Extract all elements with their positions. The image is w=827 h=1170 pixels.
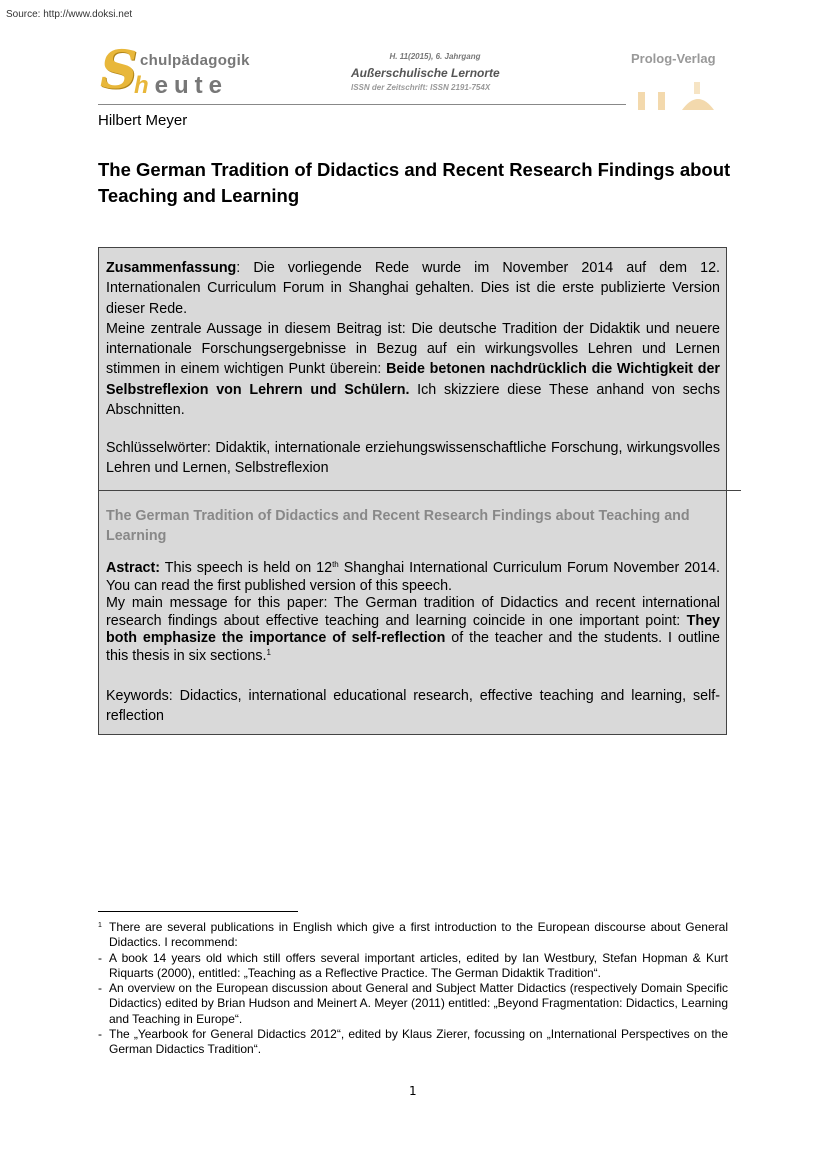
logo-letter: S (100, 40, 138, 101)
source-url: Source: http://www.doksi.net (6, 9, 133, 20)
footnote-item: - The „Yearbook for General Didactics 2012“, edited by Klaus Zierer, focussing on „International Perspectives on the German Didactics Tradition“. (98, 1027, 728, 1057)
abstract-label: Astract: (106, 560, 161, 576)
article-title: The German Tradition of Didactics and Recent Research Findings about Teaching and Learning (98, 159, 731, 206)
publisher-logo-graphic (634, 82, 730, 110)
issue-info: H. 11(2015), 6. Jahrgang (389, 52, 481, 61)
logo-word-bottom: heute (134, 72, 229, 99)
issn: ISSN der Zeitschrift: ISSN 2191-754X (351, 83, 491, 92)
author: Hilbert Meyer (98, 112, 188, 129)
publisher-name: Prolog-Verlag (631, 51, 716, 66)
english-keywords: Keywords: Didactics, international educational research, effective teaching and learning, self-reflection (106, 688, 720, 725)
header-rule (98, 104, 626, 105)
footnote-item: - A book 14 years old which still offers several important articles, edited by Ian Westbury, Stefan Hopman & Kurt Riquarts (2000), entitled: „Teaching as a Reflective Practice. The German Didaktik Tradition“. (98, 950, 728, 980)
page-number: 1 (409, 1084, 417, 1098)
summary-label: Zusammenfassung (106, 260, 237, 276)
footnote-intro: $^1$ There are several publications in English which give a first introduction to the European discourse about General Didactics. I recommend: (98, 920, 728, 950)
summary-key-statement: Beide betonen nachdrücklich die Wichtigkeit der Selbstreflexion von Lehrern und Schülern. (106, 361, 720, 398)
german-keywords: Schlüsselwörter: Didaktik, internationale erziehungswissenschaftliche Forschung, wirkungsvolles Lehren und Lernen, Selbstreflexion (106, 440, 720, 477)
footnotes (98, 920, 728, 1058)
english-title: The German Tradition of Didactics and Recent Research Findings about Teaching and Learning (106, 508, 690, 544)
footnote-item: - An overview on the European discussion about General and Subject Matter Didactics (respectively Domain Specific Didactics) edited by Brian Hudson and Meinert A. Meyer (2011) entitled: „Beyond Fragmentation: Didactics, Learning and Teaching in Europe“. (98, 981, 728, 1026)
footnote-ref: 1 (266, 647, 271, 657)
footnote-rule (98, 911, 298, 912)
abstract-divider (98, 490, 741, 491)
journal-logo (98, 40, 258, 104)
logo-word-top: chulpädagogik (140, 52, 250, 69)
series-title: Außerschulische Lernorte (351, 66, 500, 80)
english-abstract: Astract: This speech is held on 12th Shanghai International Curriculum Forum November 2014. You can read the first published version of this speech. My main message for this paper: The German tradition of Didactics and recent international research findings about effective teaching and learning coincide in one important point: They both emphasize the importance of self-reflection of the teacher and the students. I outline this thesis in six sections.$^1$ (106, 560, 720, 664)
abstract-key-statement: They both emphasize the importance of self-reflection (106, 612, 720, 647)
german-summary: Zusammenfassung: Die vorliegende Rede wurde im November 2014 auf dem 12. Internationalen Curriculum Forum in Shanghai gehalten. Dies ist die erste publizierte Version dieser Rede. Meine zentrale Aussage in diesem Beitrag ist: Die deutsche Tradition der Didaktik und neuere internationale Forschungsergebnisse in Bezug auf ein wirkungsvolles Lehren und Lernen stimmen in einem wichtigen Punkt überein: Beide betonen nachdrücklich die Wichtigkeit der Selbstreflexion von Lehrern und Schülern. Ich skizziere diese These anhand von sechs Abschnitten. (106, 260, 720, 419)
